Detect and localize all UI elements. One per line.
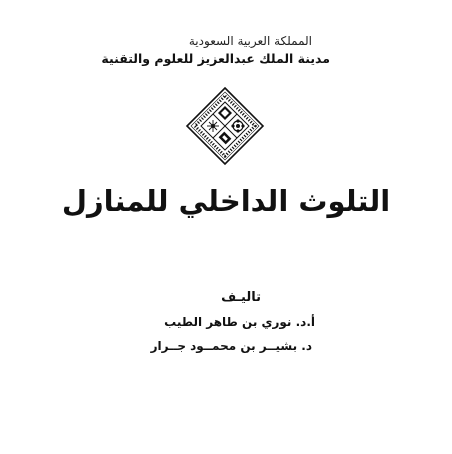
- authorship-label: تاليـف: [221, 290, 261, 305]
- country-name: المملكة العربية السعودية: [188, 34, 312, 48]
- institution-name: مدينة الملك عبدالعزيز للعلوم والتقنية: [101, 51, 330, 66]
- kacst-emblem-icon: [185, 86, 265, 166]
- author-name-1: أ.د. نوري بن طاهر الطيب: [164, 315, 315, 329]
- book-title: التلوث الداخلي للمنازل: [61, 184, 391, 218]
- kacst-logo-icon: [185, 86, 265, 166]
- author-name-2: د. بشيــر بن محمــود جــرار: [150, 339, 312, 353]
